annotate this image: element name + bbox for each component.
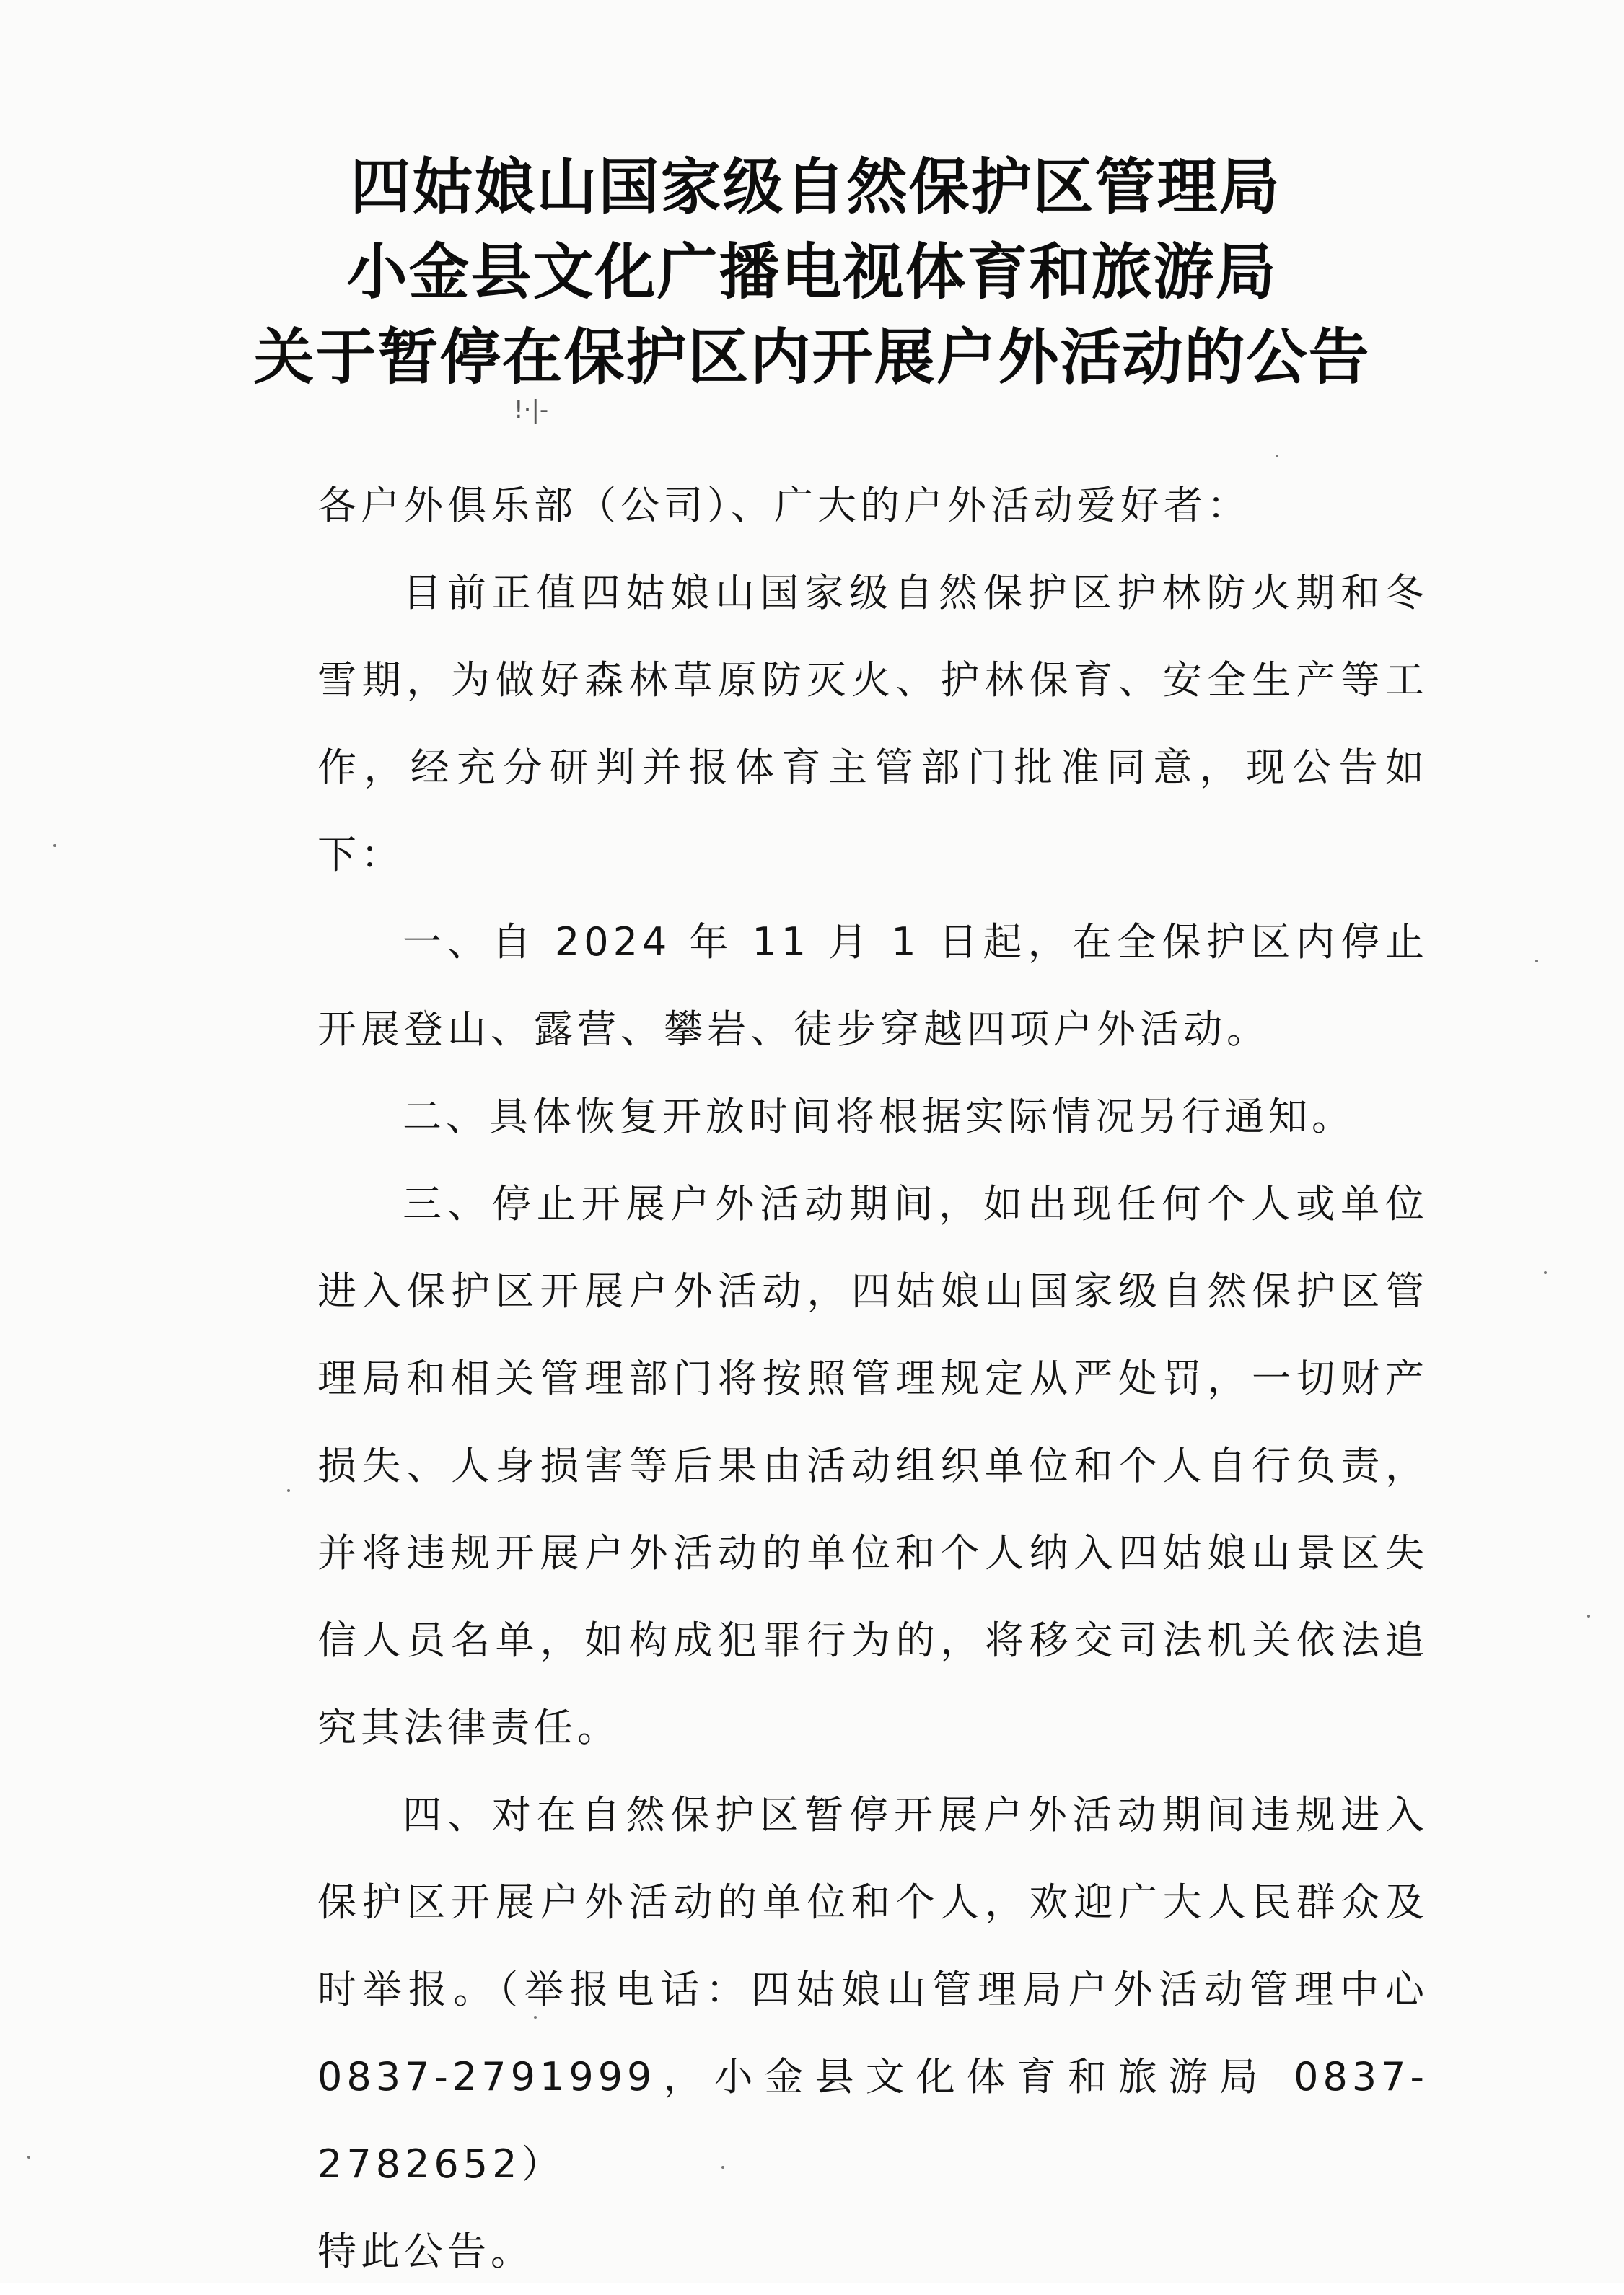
notice-body [317,462,1428,2295]
paragraph-intro: 目前正值四姑娘山国家级自然保护区护林防火期和冬雪期，为做好森林草原防灭火、护林保育、安全生产等工作，经充分研判并报体育主管部门批准同意，现公告如下： [317,570,1428,877]
stray-mark: !·|- [514,395,549,424]
scan-speck [1535,960,1538,962]
scan-speck [287,1489,290,1492]
paragraph-item-3: 三、停止开展户外活动期间，如出现任何个人或单位进入保护区开展户外活动，四姑娘山国家级自然保护区管理局和相关管理部门将按照管理规定从严处罚，一切财产损失、人身损害等后果由活动组织单位和个人自行负责，并将违规开展户外活动的单位和个人纳入四姑娘山景区失信人员名单，如构成犯罪行为的，将移交司法机关依法追究其法律责任。 [317,1181,1428,1750]
closing-line: 特此公告。 [317,2229,534,2274]
scan-speck [1544,1271,1547,1274]
scan-speck [27,2156,30,2159]
title-line-issuer-1: 四姑娘山国家级自然保护区管理局 [350,151,1281,222]
scan-speck [721,2166,724,2169]
title-line-subject: 关于暂停在保护区内开展户外活动的公告 [253,321,1371,392]
scan-speck [1276,455,1278,457]
scan-speck [534,2016,537,2019]
paragraph-item-1: 一、自 2024 年 11 月 1 日起，在全保护区内停止开展登山、露营、攀岩、徒步穿越四项户外活动。 [317,919,1428,1052]
document-title [0,144,1624,400]
salutation: 各户外俱乐部（公司）、广大的户外活动爱好者： [317,483,1250,528]
paragraph-item-2: 二、具体恢复开放时间将根据实际情况另行通知。 [403,1094,1355,1139]
title-line-issuer-2: 小金县文化广播电视体育和旅游局 [346,236,1278,307]
paragraph-item-4: 四、对在自然保护区暂停开展户外活动期间违规进入保护区开展户外活动的单位和个人，欢迎广大人民群众及时举报。（举报电话：四姑娘山管理局户外活动管理中心 0837-2791999，小金县文化体育和旅游局 0837-2782652） [317,1792,1428,2187]
scan-speck [1587,1615,1590,1618]
scan-speck [53,844,56,847]
